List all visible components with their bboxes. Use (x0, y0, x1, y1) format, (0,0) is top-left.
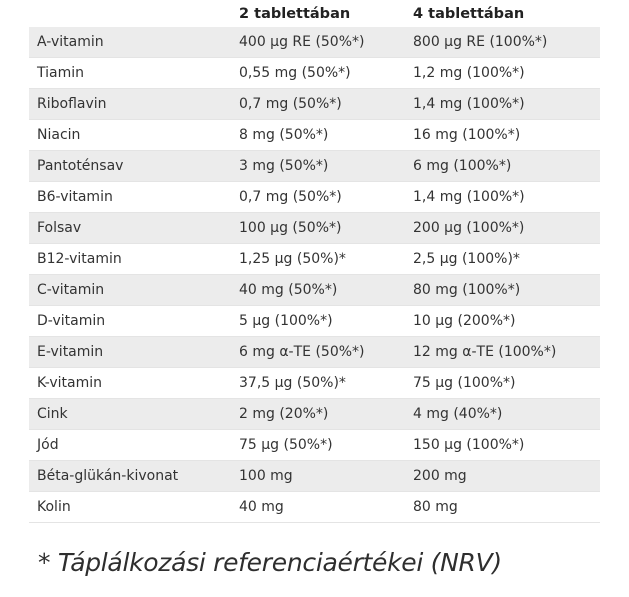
nutrient-name: C-vitamin (37, 282, 105, 298)
amount-4-tablets: 10 µg (200%*) (413, 313, 516, 329)
table-row (29, 306, 600, 337)
amount-2-tablets: 5 µg (100%*) (239, 313, 333, 329)
amount-4-tablets: 2,5 µg (100%)* (413, 251, 520, 267)
nutrient-name: E-vitamin (37, 344, 104, 360)
amount-4-tablets: 6 mg (100%*) (413, 158, 512, 174)
table-row (29, 368, 600, 399)
table-row (29, 399, 600, 430)
nutrient-name: K-vitamin (37, 375, 103, 391)
nutrient-name: Pantoténsav (37, 158, 124, 174)
table-header (29, 0, 600, 27)
table-row (29, 89, 600, 120)
amount-4-tablets: 75 µg (100%*) (413, 375, 516, 391)
nutrient-name: B12-vitamin (37, 251, 122, 267)
table-row (29, 120, 600, 151)
nutrient-name: Jód (37, 437, 59, 453)
amount-4-tablets: 800 µg RE (100%*) (413, 34, 548, 50)
nutrient-name: Béta-glükán-kivonat (37, 468, 179, 484)
table-row (29, 461, 600, 492)
table-row (29, 244, 600, 275)
amount-2-tablets: 6 mg α-TE (50%*) (239, 344, 365, 360)
table-row (29, 430, 600, 461)
table-body (29, 27, 600, 523)
amount-2-tablets: 100 mg (239, 468, 293, 484)
table-row (29, 337, 600, 368)
amount-2-tablets: 400 µg RE (50%*) (239, 34, 365, 50)
nutrient-name: Tiamin (37, 65, 84, 81)
amount-2-tablets: 8 mg (50%*) (239, 127, 329, 143)
amount-2-tablets: 0,7 mg (50%*) (239, 189, 342, 205)
amount-4-tablets: 200 mg (413, 468, 467, 484)
table-row (29, 182, 600, 213)
amount-2-tablets: 0,55 mg (50%*) (239, 65, 351, 81)
amount-4-tablets: 1,2 mg (100%*) (413, 65, 525, 81)
table-row (29, 213, 600, 244)
nutrient-name: Kolin (37, 499, 71, 515)
amount-2-tablets: 75 µg (50%*) (239, 437, 333, 453)
amount-2-tablets: 0,7 mg (50%*) (239, 96, 342, 112)
amount-4-tablets: 1,4 mg (100%*) (413, 96, 525, 112)
table-row (29, 27, 600, 58)
nutrient-name: Niacin (37, 127, 81, 143)
amount-4-tablets: 16 mg (100%*) (413, 127, 521, 143)
table-row (29, 58, 600, 89)
amount-2-tablets: 100 µg (50%*) (239, 220, 342, 236)
amount-4-tablets: 150 µg (100%*) (413, 437, 525, 453)
nutrient-name: A-vitamin (37, 34, 104, 50)
nutrient-name: B6-vitamin (37, 189, 113, 205)
header-4-tablets: 4 tablettában (413, 5, 525, 22)
amount-4-tablets: 200 µg (100%*) (413, 220, 525, 236)
amount-2-tablets: 3 mg (50%*) (239, 158, 329, 174)
nutrient-name: Folsav (37, 220, 82, 236)
amount-2-tablets: 2 mg (20%*) (239, 406, 329, 422)
amount-2-tablets: 40 mg (239, 499, 284, 515)
nutrition-table (29, 0, 600, 523)
amount-4-tablets: 12 mg α-TE (100%*) (413, 344, 557, 360)
nutrient-name: D-vitamin (37, 313, 106, 329)
header-2-tablets: 2 tablettában (239, 5, 351, 22)
amount-4-tablets: 80 mg (100%*) (413, 282, 521, 298)
amount-2-tablets: 37,5 µg (50%)* (239, 375, 346, 391)
table-row (29, 275, 600, 306)
table-row (29, 492, 600, 523)
amount-4-tablets: 80 mg (413, 499, 458, 515)
table-row (29, 151, 600, 182)
amount-4-tablets: 1,4 mg (100%*) (413, 189, 525, 205)
footnote: * Táplálkozási referenciaértékei (NRV) (38, 548, 502, 577)
amount-2-tablets: 1,25 µg (50%)* (239, 251, 346, 267)
amount-4-tablets: 4 mg (40%*) (413, 406, 503, 422)
nutrient-name: Cink (37, 406, 68, 422)
nutrient-name: Riboflavin (37, 96, 107, 112)
amount-2-tablets: 40 mg (50%*) (239, 282, 338, 298)
